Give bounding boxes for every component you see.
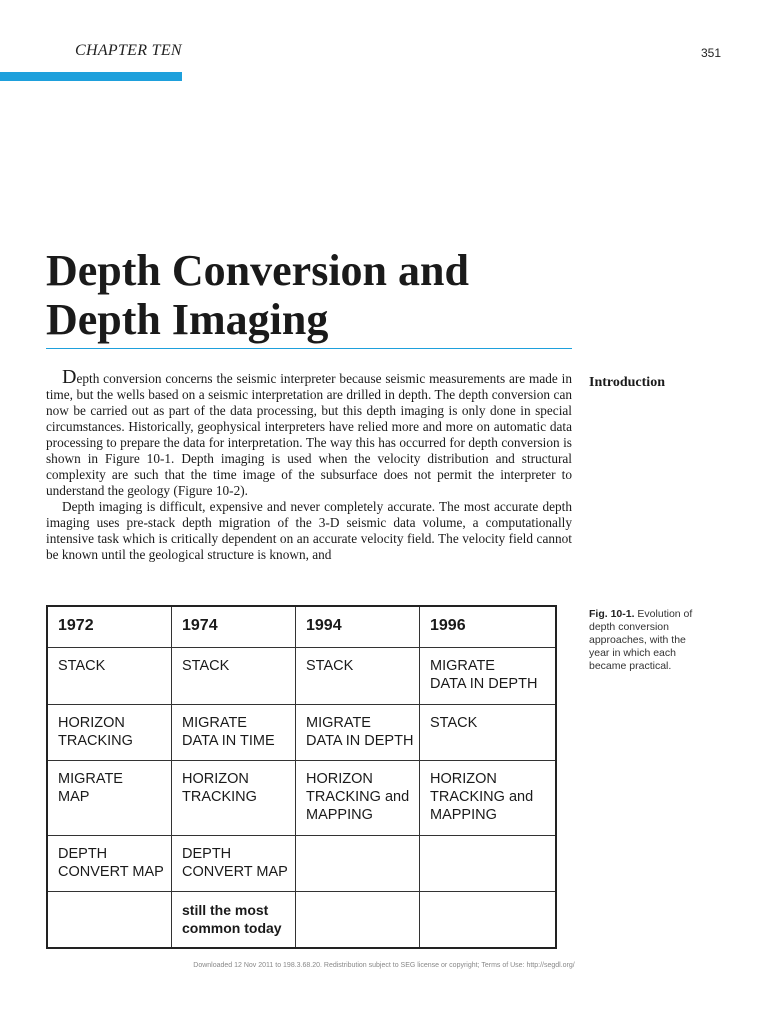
figure-caption-text: Evolution of depth conversion approaches, with the year in which each became practical. <box>589 608 693 672</box>
drop-cap: D <box>62 366 77 388</box>
table-cell: MIGRATE DATA IN DEPTH <box>296 705 420 761</box>
year-header: 1994 <box>296 607 420 648</box>
table-cell: MIGRATE DATA IN DEPTH <box>420 648 555 705</box>
table-cell: HORIZON TRACKING and MAPPING <box>296 761 420 836</box>
table-cell: HORIZON TRACKING and MAPPING <box>420 761 555 836</box>
table-cell: DEPTH CONVERT MAP <box>48 836 172 892</box>
table-cell: STACK <box>296 648 420 705</box>
body-text <box>46 366 572 563</box>
paragraph-1 <box>46 366 572 499</box>
paragraph-1-text: epth conversion concerns the seismic interpreter because seismic measurements are made in time, but the wells based on a seismic interpretation are drilled in depth. The depth conversion can now be carried out as part of the data processing, but this depth imaging is only done in special circumstances. Historically, geophysical interpreters have relied more and more on automatic data processing to prepare the data for interpretation. The way this has occurred for depth conversion is shown in Figure 10-1. Depth imaging is used when the velocity distribution and structural complexity are such that the time image of the subsurface does not permit the interpreter to understand the geology (Figure 10-2). <box>46 371 572 498</box>
figure-10-1-table <box>46 605 557 949</box>
download-footer: Downloaded 12 Nov 2011 to 198.3.68.20. Redistribution subject to SEG license or copyright; Terms of Use: http://segdl.org/ <box>193 962 575 969</box>
table-cell: MIGRATE DATA IN TIME <box>172 705 296 761</box>
paragraph-2: Depth imaging is difficult, expensive and never completely accurate. The most accurate depth imaging uses pre-stack depth migration of the 3-D seismic data volume, a computationally intensive task which is critically dependent on an accurate velocity field. The velocity field cannot be known until the geological structure is known, and <box>46 499 572 562</box>
figure-caption <box>589 608 709 673</box>
table-cell: HORIZON TRACKING <box>172 761 296 836</box>
table-cell: HORIZON TRACKING <box>48 705 172 761</box>
chapter-title-line-1: Depth Conversion and <box>46 246 469 295</box>
table-cell <box>420 892 555 947</box>
table-cell: STACK <box>420 705 555 761</box>
title-divider <box>46 348 572 349</box>
chapter-title-line-2: Depth Imaging <box>46 295 329 344</box>
table-cell: still the most common today <box>172 892 296 947</box>
table-cell: STACK <box>172 648 296 705</box>
year-header: 1974 <box>172 607 296 648</box>
chapter-title <box>46 246 469 344</box>
table-cell <box>296 836 420 892</box>
chapter-label: CHAPTER TEN <box>75 42 182 59</box>
table-cell: STACK <box>48 648 172 705</box>
table-cell <box>420 836 555 892</box>
chapter-accent-bar <box>0 72 182 81</box>
year-header: 1996 <box>420 607 555 648</box>
table-cell <box>48 892 172 947</box>
page-number: 351 <box>700 46 721 60</box>
table-cell <box>296 892 420 947</box>
table-cell: MIGRATE MAP <box>48 761 172 836</box>
year-header: 1972 <box>48 607 172 648</box>
table-cell: DEPTH CONVERT MAP <box>172 836 296 892</box>
figure-caption-label: Fig. 10-1. <box>589 608 635 620</box>
section-heading-introduction: Introduction <box>589 375 665 390</box>
